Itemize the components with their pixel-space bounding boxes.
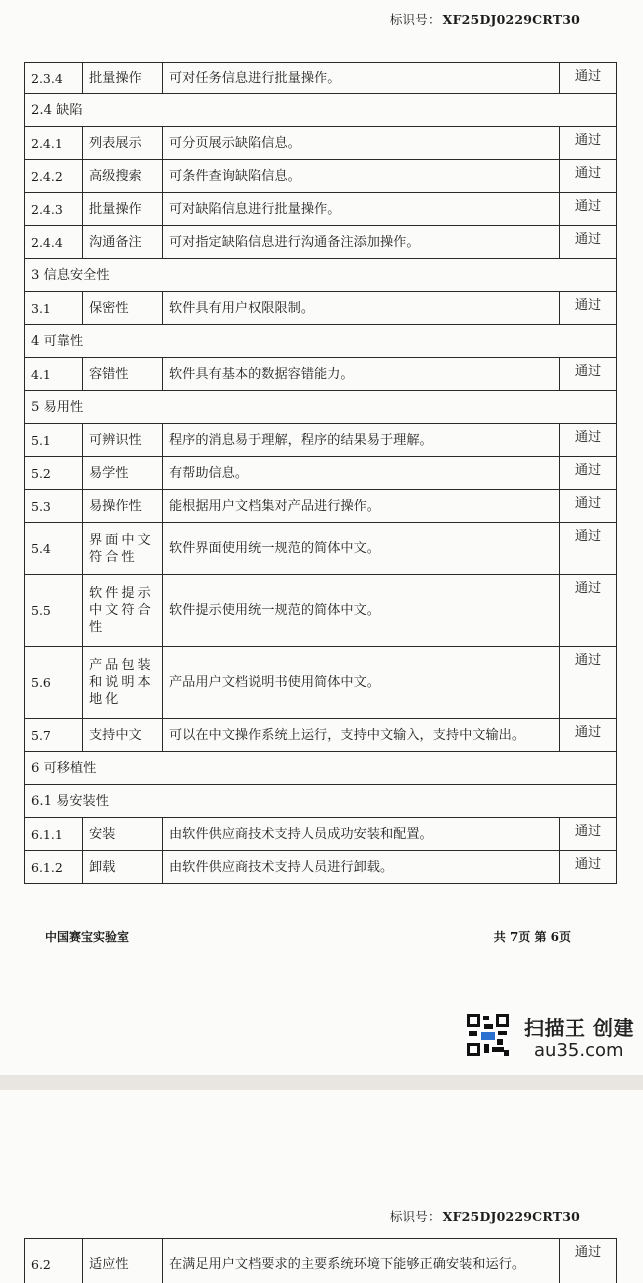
table-row <box>25 292 617 325</box>
table-row <box>25 160 617 193</box>
item-name: 易操作性 <box>83 490 163 523</box>
item-description: 可条件查询缺陷信息。 <box>163 160 560 193</box>
item-number: 5.6 <box>25 647 83 719</box>
document-id-page2 <box>390 1207 580 1225</box>
item-name: 安装 <box>83 818 163 851</box>
table-row <box>25 818 617 851</box>
item-name: 保密性 <box>83 292 163 325</box>
item-result: 通过 <box>560 647 617 719</box>
table-row <box>25 226 617 259</box>
item-number: 3.1 <box>25 292 83 325</box>
item-name: 适应性 <box>83 1239 163 1283</box>
item-result: 通过 <box>560 523 617 575</box>
table-row <box>25 1239 617 1283</box>
table-row <box>25 523 617 575</box>
item-name: 沟通备注 <box>83 226 163 259</box>
table-row <box>25 424 617 457</box>
item-description: 软件提示使用统一规范的简体中文。 <box>163 575 560 647</box>
item-name: 软件提示中文符合性 <box>83 575 163 647</box>
table-row <box>25 851 617 884</box>
item-name: 卸载 <box>83 851 163 884</box>
item-result: 通过 <box>560 851 617 884</box>
item-name: 支持中文 <box>83 719 163 752</box>
item-result: 通过 <box>560 358 617 391</box>
section-header: 6.1 易安装性 <box>25 785 617 818</box>
table-row <box>25 358 617 391</box>
section-header: 6 可移植性 <box>25 752 617 785</box>
item-description: 软件界面使用统一规范的简体中文。 <box>163 523 560 575</box>
item-description: 由软件供应商技术支持人员进行卸载。 <box>163 851 560 884</box>
document-id-label: 标识号： <box>389 12 441 27</box>
item-description: 可分页展示缺陷信息。 <box>163 127 560 160</box>
item-description: 可对任务信息进行批量操作。 <box>163 63 560 94</box>
section-header-row <box>25 785 617 818</box>
item-number: 2.3.4 <box>25 63 83 94</box>
item-number: 5.5 <box>25 575 83 647</box>
section-header: 4 可靠性 <box>25 325 617 358</box>
section-header-row <box>25 391 617 424</box>
item-number: 6.1.2 <box>25 851 83 884</box>
item-description: 由软件供应商技术支持人员成功安装和配置。 <box>163 818 560 851</box>
item-name: 批量操作 <box>83 193 163 226</box>
item-result: 通过 <box>560 226 617 259</box>
table-row <box>25 490 617 523</box>
table-row <box>25 647 617 719</box>
section-header: 3 信息安全性 <box>25 259 617 292</box>
footer-page-number: 共 7页 第 6页 <box>493 930 571 944</box>
section-header: 5 易用性 <box>25 391 617 424</box>
test-result-table-continued <box>24 1238 617 1283</box>
item-result: 通过 <box>560 818 617 851</box>
item-description: 有帮助信息。 <box>163 457 560 490</box>
item-description: 软件具有用户权限限制。 <box>163 292 560 325</box>
item-number: 5.7 <box>25 719 83 752</box>
item-number: 5.3 <box>25 490 83 523</box>
item-number: 5.1 <box>25 424 83 457</box>
section-header-row <box>25 94 617 127</box>
document-id-label: 标识号： <box>389 1209 441 1224</box>
item-description: 在满足用户文档要求的主要系统环境下能够正确安装和运行。 <box>163 1239 560 1283</box>
item-number: 2.4.4 <box>25 226 83 259</box>
document-page-2 <box>0 1090 643 1283</box>
section-header-row <box>25 325 617 358</box>
item-number: 6.1.1 <box>25 818 83 851</box>
item-name: 批量操作 <box>83 63 163 94</box>
item-description: 能根据用户文档集对产品进行操作。 <box>163 490 560 523</box>
item-result: 通过 <box>560 193 617 226</box>
table-row <box>25 719 617 752</box>
table-row <box>25 575 617 647</box>
document-id-value: XF25DJ0229CRT30 <box>442 1209 580 1224</box>
item-name: 易学性 <box>83 457 163 490</box>
item-number: 6.2 <box>25 1239 83 1283</box>
item-number: 2.4.2 <box>25 160 83 193</box>
table-row <box>25 457 617 490</box>
item-number: 5.2 <box>25 457 83 490</box>
item-name: 产品包装和说明本地化 <box>83 647 163 719</box>
item-result: 通过 <box>560 63 617 94</box>
section-header-row <box>25 259 617 292</box>
item-description: 可对缺陷信息进行批量操作。 <box>163 193 560 226</box>
item-name: 可辨识性 <box>83 424 163 457</box>
document-id <box>390 10 580 28</box>
item-result: 通过 <box>560 424 617 457</box>
item-description: 程序的消息易于理解，程序的结果易于理解。 <box>163 424 560 457</box>
table-row <box>25 193 617 226</box>
item-number: 2.4.3 <box>25 193 83 226</box>
watermark-title: 扫描王 创建 <box>524 1016 634 1040</box>
item-name: 高级搜索 <box>83 160 163 193</box>
item-number: 5.4 <box>25 523 83 575</box>
section-header-row <box>25 752 617 785</box>
item-result: 通过 <box>560 575 617 647</box>
item-description: 产品用户文档说明书使用简体中文。 <box>163 647 560 719</box>
table-row <box>25 63 617 94</box>
item-result: 通过 <box>560 160 617 193</box>
table-row <box>25 127 617 160</box>
item-description: 可对指定缺陷信息进行沟通备注添加操作。 <box>163 226 560 259</box>
item-name: 容错性 <box>83 358 163 391</box>
qr-code-icon <box>467 1014 509 1056</box>
item-result: 通过 <box>560 719 617 752</box>
item-result: 通过 <box>560 292 617 325</box>
item-result: 通过 <box>560 457 617 490</box>
section-header: 2.4 缺陷 <box>25 94 617 127</box>
test-result-table <box>24 62 617 884</box>
footer-lab-name: 中国赛宝实验室 <box>45 930 130 944</box>
item-description: 可以在中文操作系统上运行，支持中文输入，支持中文输出。 <box>163 719 560 752</box>
item-result: 通过 <box>560 1239 617 1283</box>
watermark-url: au35.com <box>534 1040 624 1061</box>
document-id-value: XF25DJ0229CRT30 <box>442 12 580 27</box>
item-result: 通过 <box>560 127 617 160</box>
item-result: 通过 <box>560 490 617 523</box>
item-name: 界面中文符合性 <box>83 523 163 575</box>
item-description: 软件具有基本的数据容错能力。 <box>163 358 560 391</box>
item-number: 2.4.1 <box>25 127 83 160</box>
item-number: 4.1 <box>25 358 83 391</box>
item-name: 列表展示 <box>83 127 163 160</box>
